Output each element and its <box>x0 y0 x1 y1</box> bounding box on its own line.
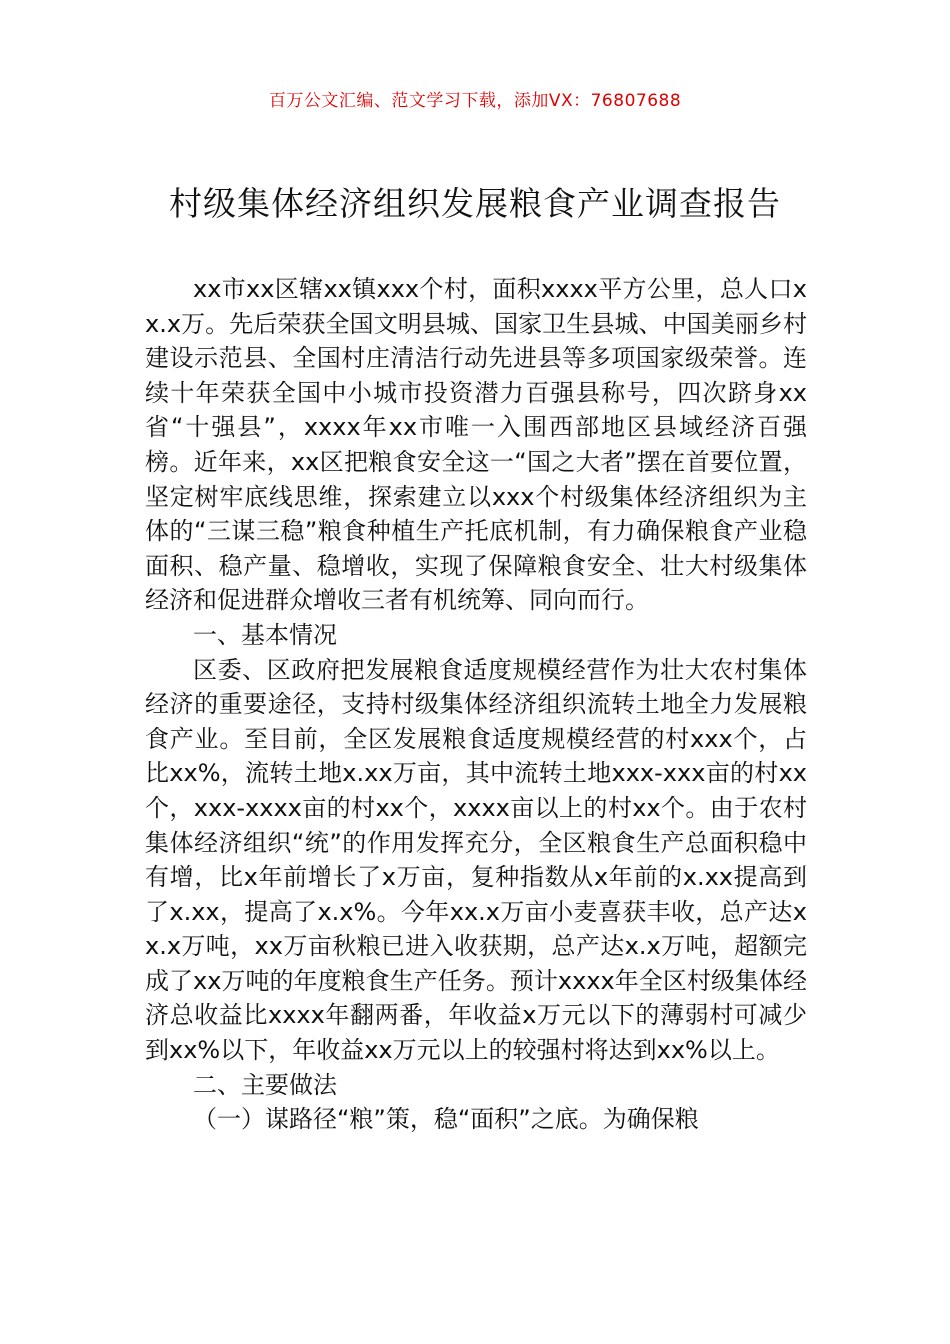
section-heading-practices: 二、主要做法 <box>193 1070 337 1099</box>
document-body <box>145 272 807 1137</box>
practice-paragraph-1: （一）谋路径“粮”策，稳“面积”之底。为确保粮 <box>193 1105 699 1134</box>
intro-paragraph: xx市xx区辖xx镇xxx个村，面积xxxx平方公里，总人口xx.x万。先后荣获全国文明县城、国家卫生县城、中国美丽乡村建设示范县、全国村庄清洁行动先进县等多项国家级荣誉。连续十年荣获全国中小城市投资潜力百强县称号，四次跻身xx省“十强县”，xxxx年xx市唯一入围西部地区县域经济百强榜。近年来，xx区把粮食安全这一“国之大者”摆在首要位置，坚定树牢底线思维，探索建立以xxx个村级集体经济组织为主体的“三谋三稳”粮食种植生产托底机制，有力确保粮食产业稳面积、稳产量、稳增收，实现了保障粮食安全、壮大村级集体经济和促进群众增收三者有机统筹、同向而行。 <box>145 275 807 615</box>
document-title: 村级集体经济组织发展粮食产业调查报告 <box>169 184 781 223</box>
promo-banner: 百万公文汇编、范文学习下载，添加VX：76807688 <box>268 91 682 111</box>
basic-situation-paragraph: 区委、区政府把发展粮食适度规模经营作为壮大农村集体经济的重要途径，支持村级集体经济组织流转土地全力发展粮食产业。至目前，全区发展粮食适度规模经营的村xxx个，占比xx%，流转土地x.xx万亩，其中流转土地xxx-xxx亩的村xx个，xxx-xxxx亩的村xx个，xxxx亩以上的村xx个。由于农村集体经济组织“统”的作用发挥充分，全区粮食生产总面积稳中有增，比x年前增长了x万亩，复种指数从x年前的x.xx提高到了x.xx，提高了x.x%。今年xx.x万亩小麦喜获丰收，总产达xx.x万吨，xx万亩秋粮已进入收获期，总产达x.x万吨，超额完成了xx万吨的年度粮食生产任务。预计xxxx年全区村级集体经济总收益比xxxx年翻两番，年收益x万元以下的薄弱村可减少到xx%以下，年收益xx万元以上的较强村将达到xx%以上。 <box>145 655 807 1065</box>
section-heading-basic: 一、基本情况 <box>193 620 337 649</box>
